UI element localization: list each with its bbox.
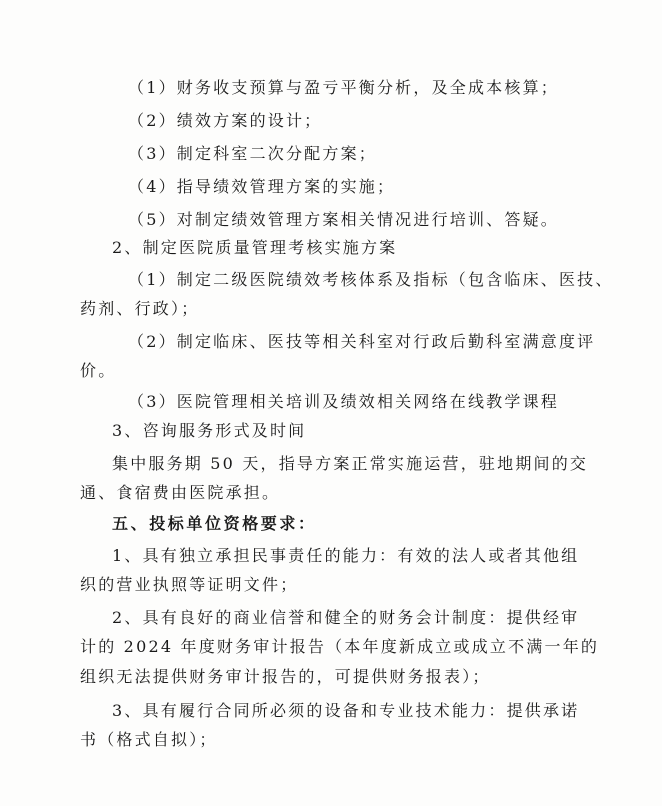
text-line-18: 2、具有良好的商业信誉和健全的财务会计制度：提供经审 (112, 608, 580, 627)
text-line-8: 药剂、行政）； (80, 299, 200, 318)
text-line-21: 3、具有履行合同所必须的设备和专业技术能力：提供承诺 (112, 701, 580, 720)
section-heading-qualifications: 五、投标单位资格要求： (112, 514, 317, 533)
text-line-5: （5）对制定绩效管理方案相关情况进行培训、答疑。 (128, 210, 559, 229)
text-line-14: 通、食宿费由医院承担。 (80, 483, 281, 502)
text-line-9: （2）制定临床、医技等相关科室对行政后勤科室满意度评 (128, 332, 596, 351)
text-line-7: （1）制定二级医院绩效考核体系及指标（包含临床、医技、 (128, 270, 614, 289)
section-heading-3: 3、咨询服务形式及时间 (112, 421, 307, 440)
text-line-1: （1）财务收支预算与盈亏平衡分析，及全成本核算； (128, 78, 559, 97)
text-line-4: （4）指导绩效管理方案的实施； (128, 177, 396, 196)
text-line-17: 织的营业执照等证明文件； (80, 575, 299, 594)
text-line-3: （3）制定科室二次分配方案； (128, 144, 377, 163)
text-line-10: 价。 (80, 361, 117, 380)
text-line-11: （3）医院管理相关培训及绩效相关网络在线教学课程 (128, 392, 559, 411)
text-line-13: 集中服务期 50 天，指导方案正常实施运营，驻地期间的交 (112, 454, 589, 473)
text-line-2: （2）绩效方案的设计； (128, 111, 323, 130)
text-line-22: 书（格式自拟）； (80, 730, 218, 749)
text-line-16: 1、具有独立承担民事责任的能力：有效的法人或者其他组 (112, 546, 580, 565)
section-heading-2: 2、制定医院质量管理考核实施方案 (112, 238, 398, 257)
text-line-19: 计的 2024 年度财务审计报告（本年度新成立或成立不满一年的 (80, 637, 600, 656)
text-line-20: 组织无法提供财务审计报告的，可提供财务报表）； (80, 667, 491, 686)
